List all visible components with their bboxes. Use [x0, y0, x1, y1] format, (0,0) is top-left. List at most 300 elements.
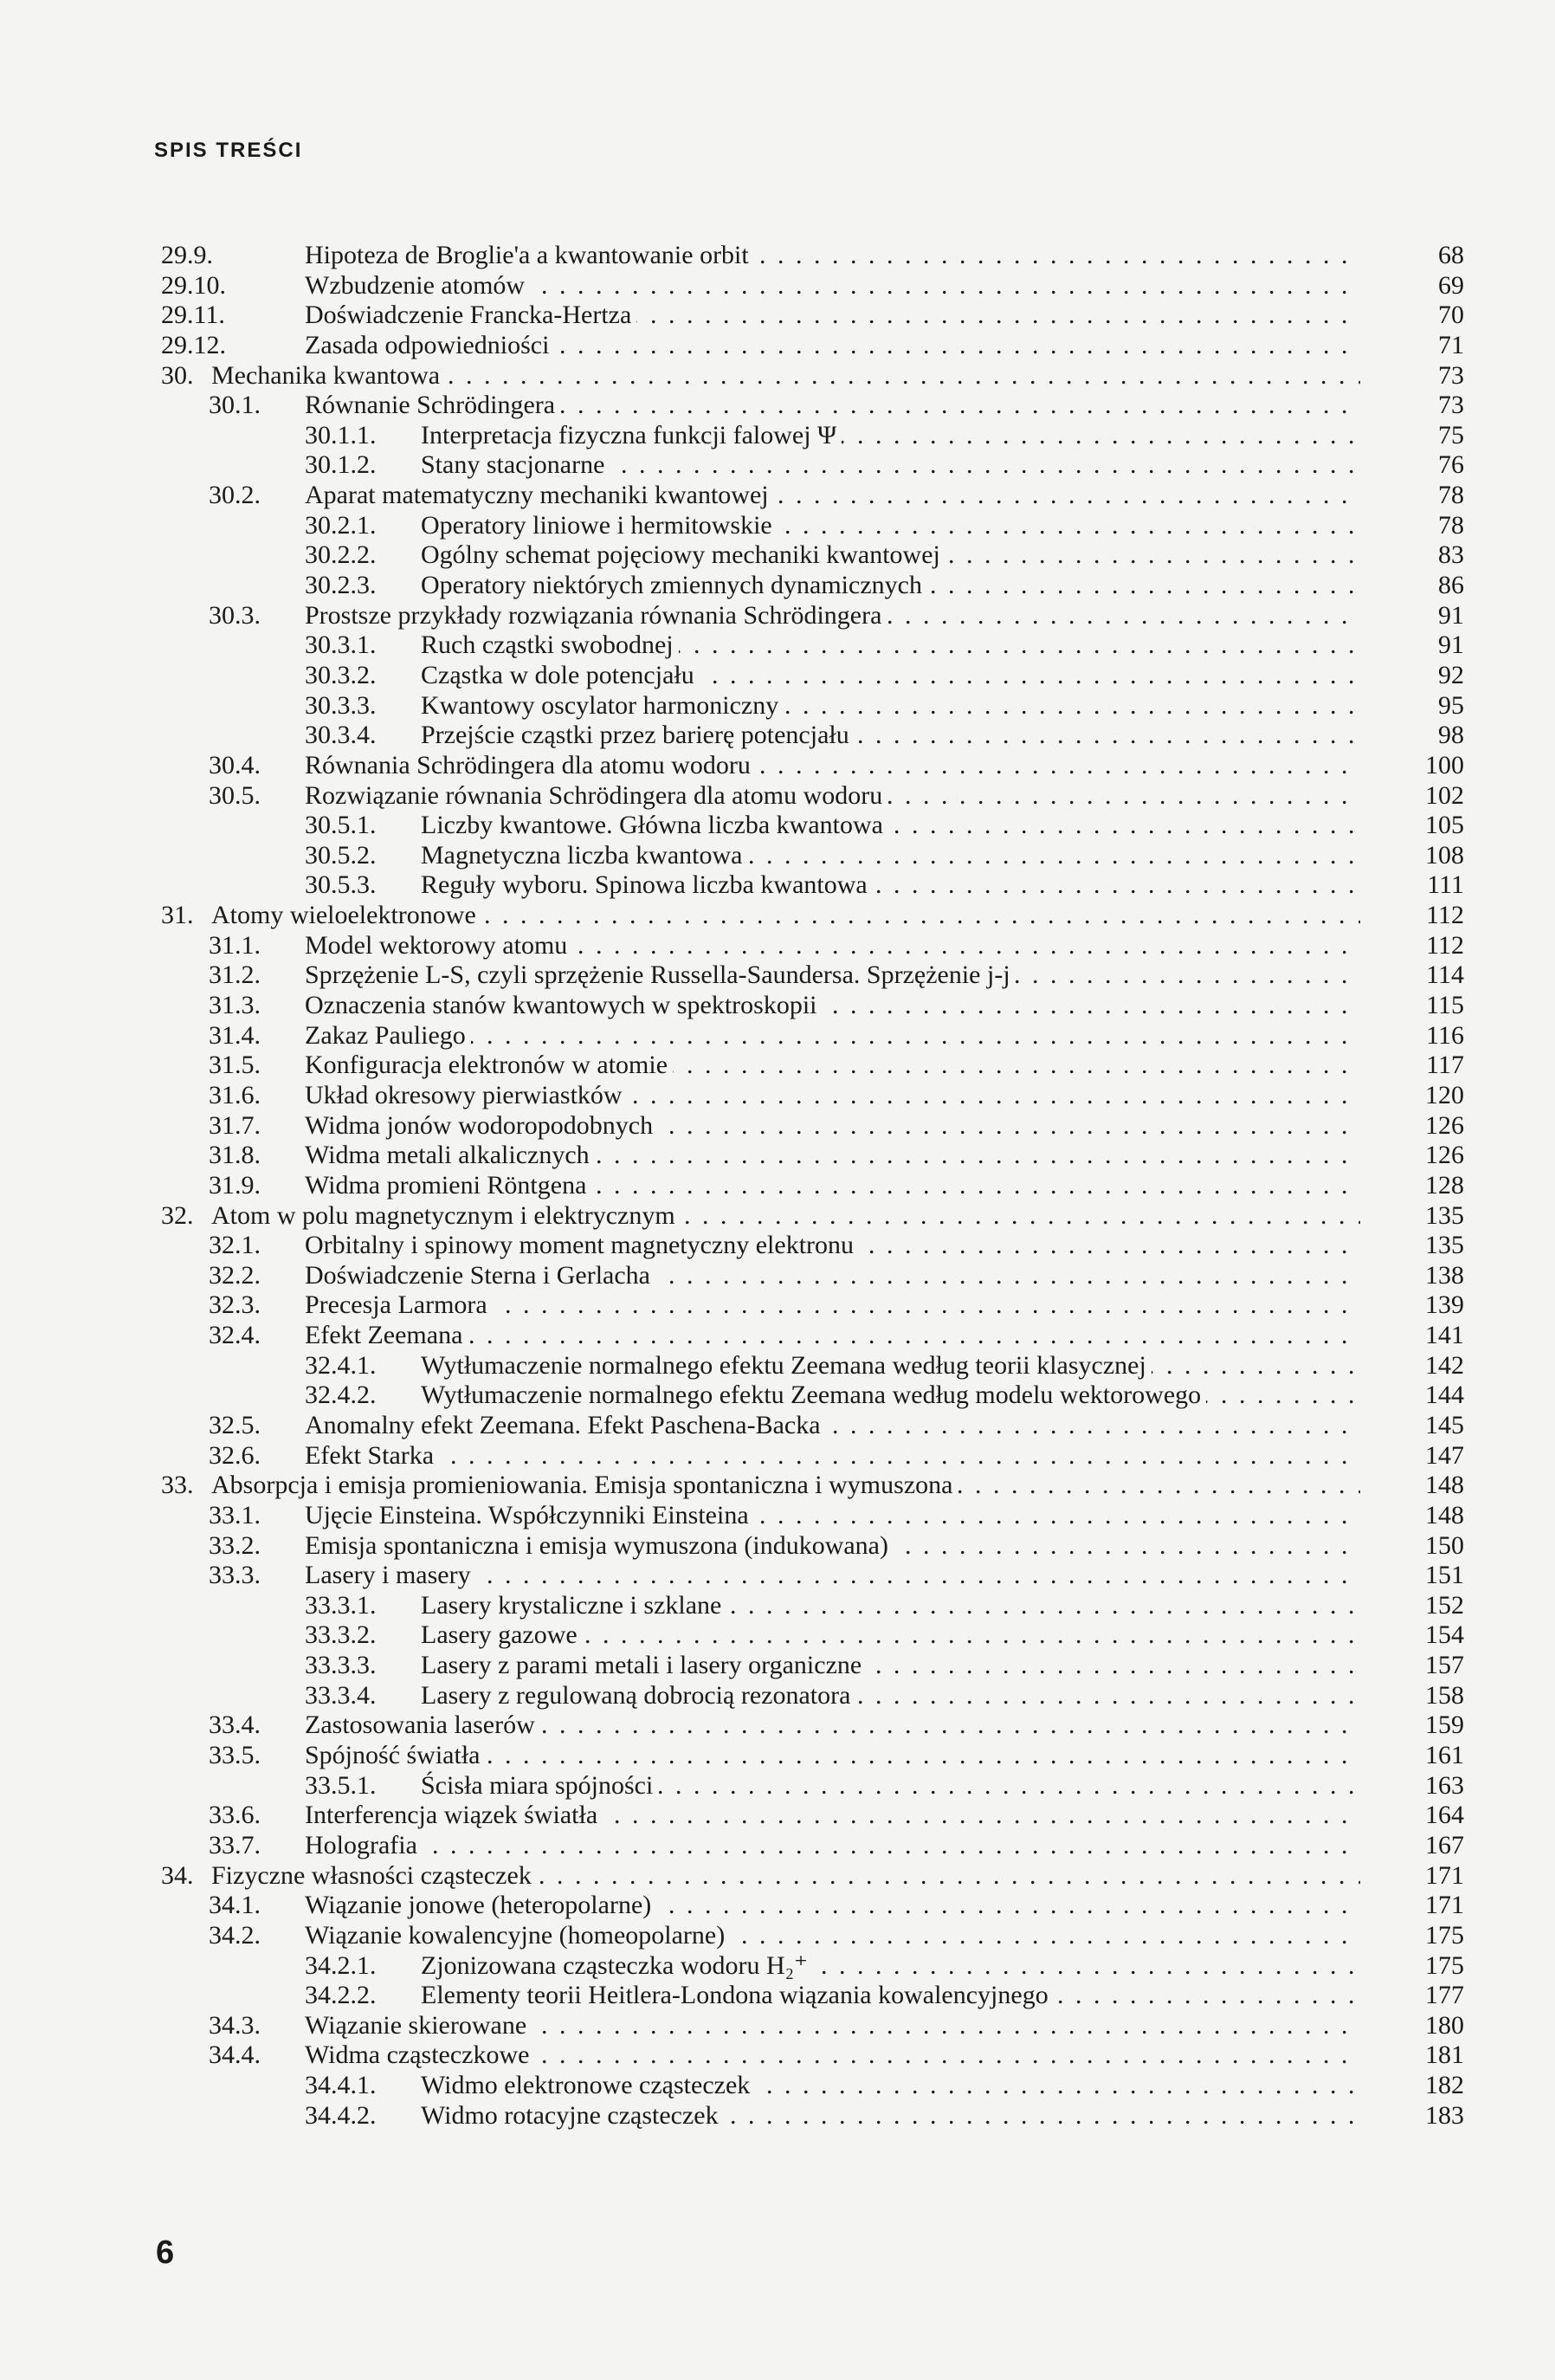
- toc-entry-number: 33.2.: [209, 1530, 261, 1560]
- toc-entry: [161, 901, 1464, 931]
- toc-entry-number: 33.7.: [209, 1830, 261, 1859]
- toc-entry: [161, 1861, 1464, 1892]
- toc-entry: [161, 1681, 1464, 1711]
- toc-entry-title-text: Mechanika kwantowa: [211, 361, 445, 390]
- toc-entry-number: 34.2.2.: [305, 1981, 377, 2010]
- toc-entry-title-text: Wiązanie skierowane: [305, 2011, 532, 2040]
- toc-entry: [161, 1351, 1464, 1381]
- toc-entry-page: 83: [1438, 540, 1464, 570]
- toc-entry: [161, 1591, 1464, 1621]
- toc-entry-title-text: Sprzężenie L-S, czyli sprzężenie Russella-Saundersa. Sprzężenie j-j: [305, 960, 1016, 989]
- toc-entry-page: 183: [1425, 2100, 1464, 2130]
- toc-entry: [161, 1981, 1464, 2011]
- toc-entry-title: [305, 1441, 1360, 1471]
- toc-entry-title-text: Ruch cząstki swobodnej: [421, 631, 679, 659]
- toc-entry-number: 31.3.: [209, 991, 261, 1020]
- toc-entry-number: 30.1.: [209, 391, 261, 420]
- toc-entry-title: [305, 301, 1360, 331]
- toc-entry-page: 86: [1438, 571, 1464, 600]
- toc-entry-title: [305, 1501, 1360, 1531]
- toc-entry-title: [305, 1411, 1360, 1441]
- toc-entry-title: [305, 1741, 1360, 1771]
- toc-entry: [161, 1141, 1464, 1171]
- toc-entry-title-text: Ścisła miara spójności: [421, 1771, 658, 1800]
- toc-entry-number: 30.2.2.: [305, 540, 377, 570]
- toc-entry: [161, 2011, 1464, 2041]
- toc-entry-title-text: Efekt Zeemana: [305, 1321, 468, 1349]
- toc-entry: [161, 1231, 1464, 1261]
- toc-entry-title-text: Doświadczenie Francka-Hertza: [305, 301, 636, 329]
- toc-entry-title: [305, 1711, 1360, 1741]
- toc-entry-page: 139: [1425, 1290, 1464, 1320]
- toc-entry-page: 102: [1425, 780, 1464, 810]
- toc-entry-title: [211, 361, 1360, 391]
- toc-entry-page: 138: [1425, 1260, 1464, 1290]
- toc-entry-number: 31.4.: [209, 1020, 261, 1050]
- toc-entry-number: 30.5.: [209, 780, 261, 810]
- toc-entry-number: 31.8.: [209, 1141, 261, 1170]
- toc-entry-title-text: Doświadczenie Sterna i Gerlacha: [305, 1261, 655, 1290]
- toc-entry-number: 31.: [161, 901, 194, 930]
- toc-entry-number: 30.5.1.: [305, 811, 377, 840]
- toc-entry-title: [305, 1111, 1360, 1141]
- toc-entry-page: 117: [1426, 1051, 1464, 1080]
- toc-entry-page: 163: [1425, 1770, 1464, 1800]
- toc-entry-title: [305, 931, 1360, 961]
- toc-entry-title: [421, 1620, 1360, 1651]
- toc-entry-page: 175: [1425, 1950, 1464, 1980]
- toc-entry-title-text: Interferencja wiązek światła: [305, 1801, 603, 1829]
- toc-entry-page: 112: [1426, 901, 1464, 930]
- toc-entry: [161, 1531, 1464, 1562]
- toc-entry-title-text: Zastosowania laserów: [305, 1711, 540, 1739]
- toc-entry: [161, 361, 1464, 391]
- toc-entry: [161, 2071, 1464, 2101]
- toc-entry-title-text: Wiązanie kowalencyjne (homeopolarne): [305, 1921, 730, 1950]
- toc-entry-title: [305, 1801, 1360, 1831]
- toc-entry-page: 177: [1425, 1981, 1464, 2010]
- toc-entry-number: 29.10.: [161, 270, 226, 300]
- toc-entry-title: [211, 1471, 1360, 1501]
- toc-entry-page: 126: [1425, 1110, 1464, 1140]
- toc-entry-page: 171: [1425, 1860, 1464, 1890]
- toc-entry-title: [421, 2101, 1360, 2131]
- toc-entry: [161, 421, 1464, 451]
- toc-entry-title-text: Elementy teorii Heitlera-Londona wiązania kowalencyjnego: [421, 1981, 1054, 2009]
- toc-entry: [161, 1771, 1464, 1801]
- toc-entry-page: 158: [1425, 1680, 1464, 1710]
- toc-entry-number: 34.4.: [209, 2040, 261, 2070]
- toc-entry-title: [421, 1771, 1360, 1801]
- toc-entry-number: 31.1.: [209, 930, 261, 960]
- toc-entry-page: 171: [1425, 1891, 1464, 1920]
- toc-entry-number: 30.: [161, 360, 194, 390]
- toc-entry-page: 95: [1438, 690, 1464, 720]
- toc-entry: [161, 601, 1464, 631]
- toc-entry-title: [421, 1951, 1360, 1982]
- toc-entry-title-text: Lasery i masery: [305, 1561, 476, 1589]
- toc-entry-title: [305, 781, 1360, 812]
- toc-entry-page: 154: [1425, 1620, 1464, 1650]
- toc-entry-page: 91: [1438, 600, 1464, 630]
- toc-entry-title-text: Aparat matematyczny mechaniki kwantowej: [305, 481, 774, 509]
- toc-entry-title-text: Fizyczne własności cząsteczek: [211, 1861, 537, 1890]
- toc-entry: [161, 1381, 1464, 1411]
- toc-entry-title: [421, 691, 1360, 721]
- toc-entry-title-text: Liczby kwantowe. Główna liczba kwantowa: [421, 811, 888, 839]
- toc-entry-page: 152: [1425, 1590, 1464, 1620]
- toc-entry-title-text: Ujęcie Einsteina. Współczynniki Einsteina: [305, 1501, 754, 1530]
- toc-entry-page: 175: [1425, 1920, 1464, 1950]
- toc-entry-page: 150: [1425, 1530, 1464, 1560]
- toc-entry: [161, 1441, 1464, 1471]
- toc-entry-title: [305, 601, 1360, 631]
- toc-entry-number: 32.4.: [209, 1321, 261, 1350]
- toc-entry-number: 34.2.: [209, 1920, 261, 1950]
- toc-entry: [161, 1471, 1464, 1501]
- toc-entry-title: [305, 2011, 1360, 2041]
- toc-entry: [161, 511, 1464, 541]
- toc-entry-title-text: Lasery krystaliczne i szklane: [421, 1591, 726, 1620]
- toc-entry-title: [421, 2071, 1360, 2101]
- toc-entry-title: [421, 661, 1360, 691]
- toc-entry-number: 33.4.: [209, 1711, 261, 1740]
- toc-entry-number: 33.5.: [209, 1741, 261, 1770]
- toc-entry-number: 30.3.4.: [305, 721, 377, 750]
- toc-entry: [161, 450, 1464, 481]
- toc-entry-title-text: Wiązanie jonowe (heteropolarne): [305, 1891, 656, 1919]
- toc-entry: [161, 331, 1464, 361]
- toc-entry-title-text: Konfiguracja elektronów w atomie: [305, 1051, 673, 1079]
- toc-entry-title: [305, 2040, 1360, 2071]
- table-of-contents: [161, 241, 1464, 2131]
- toc-entry-title-text: Spójność światła: [305, 1741, 486, 1769]
- toc-entry-title-text: Reguły wyboru. Spinowa liczba kwantowa: [421, 870, 873, 899]
- toc-entry-number: 30.4.: [209, 750, 261, 779]
- toc-entry-title-text: Widma jonów wodoropodobnych: [305, 1111, 658, 1140]
- toc-entry-page: 164: [1425, 1801, 1464, 1830]
- page-number: 6: [156, 2234, 175, 2271]
- toc-entry-title-text: Interpretacja fizyczna funkcji falowej Ψ: [421, 421, 842, 449]
- toc-entry: [161, 1501, 1464, 1531]
- toc-entry: [161, 271, 1464, 301]
- toc-entry-page: 73: [1438, 360, 1464, 390]
- toc-entry: [161, 571, 1464, 601]
- toc-entry-title-text: Holografia: [305, 1831, 423, 1859]
- toc-entry-title: [421, 1651, 1360, 1681]
- toc-entry-title: [305, 1831, 1360, 1861]
- toc-entry-title-text: Model wektorowy atomu: [305, 931, 572, 960]
- toc-entry-title: [305, 1561, 1360, 1591]
- toc-entry: [161, 1261, 1464, 1291]
- toc-entry: [161, 781, 1464, 812]
- toc-entry: [161, 1921, 1464, 1951]
- toc-entry-title-text: Kwantowy oscylator harmoniczny: [421, 691, 784, 720]
- toc-entry-page: 115: [1426, 991, 1464, 1020]
- toc-entry-title: [421, 811, 1360, 841]
- toc-entry-page: 180: [1425, 2010, 1464, 2040]
- toc-entry-title-text: Wzbudzenie atomów: [305, 271, 530, 300]
- toc-entry-number: 32.: [161, 1200, 194, 1230]
- toc-entry-page: 105: [1425, 811, 1464, 840]
- toc-entry-page: 71: [1438, 330, 1464, 359]
- toc-entry-title: [305, 331, 1360, 361]
- toc-entry-title: [211, 1201, 1360, 1232]
- toc-entry-number: 34.4.2.: [305, 2100, 377, 2130]
- toc-entry: [161, 811, 1464, 841]
- toc-entry-page: 144: [1425, 1381, 1464, 1410]
- toc-entry: [161, 1801, 1464, 1831]
- toc-entry-title: [305, 1290, 1360, 1321]
- toc-entry-page: 75: [1438, 420, 1464, 449]
- toc-entry-page: 91: [1438, 631, 1464, 660]
- toc-entry: [161, 1711, 1464, 1741]
- toc-entry-page: 135: [1425, 1231, 1464, 1260]
- toc-entry-number: 32.4.1.: [305, 1350, 377, 1380]
- toc-entry-number: 30.1.2.: [305, 450, 377, 480]
- toc-entry: [161, 721, 1464, 751]
- toc-entry: [161, 751, 1464, 781]
- toc-entry-page: 135: [1425, 1200, 1464, 1230]
- toc-entry-title-text: Wytłumaczenie normalnego efektu Zeemana według teorii klasycznej: [421, 1351, 1152, 1380]
- toc-entry-page: 68: [1438, 241, 1464, 269]
- toc-entry-page: 151: [1425, 1561, 1464, 1590]
- toc-entry-title: [211, 901, 1360, 931]
- toc-entry-title-text: Stany stacjonarne: [421, 450, 610, 479]
- toc-entry-number: 29.9.: [161, 241, 213, 269]
- toc-entry-page: 181: [1425, 2040, 1464, 2070]
- toc-entry: [161, 661, 1464, 691]
- toc-entry-page: 157: [1425, 1651, 1464, 1680]
- toc-entry-title: [305, 1921, 1360, 1951]
- running-header: SPIS TREŚCI: [154, 139, 303, 162]
- toc-entry-title-text: Przejście cząstki przez barierę potencjału: [421, 721, 855, 749]
- toc-entry-number: 31.2.: [209, 960, 261, 990]
- toc-entry: [161, 481, 1464, 511]
- toc-entry: [161, 1081, 1464, 1111]
- toc-entry-title-text: Atom w polu magnetycznym i elektrycznym: [211, 1201, 681, 1230]
- toc-entry-number: 30.3.: [209, 600, 261, 630]
- toc-entry: [161, 301, 1464, 331]
- toc-entry-title-text: Zasada odpowiedniości: [305, 331, 554, 359]
- toc-entry-title-text: Lasery z parami metali i lasery organiczne: [421, 1651, 867, 1679]
- toc-entry-page: 78: [1438, 510, 1464, 540]
- toc-entry-page: 141: [1425, 1321, 1464, 1350]
- toc-entry-title-text: Emisja spontaniczna i emisja wymuszona (indukowana): [305, 1531, 894, 1560]
- toc-entry-number: 33.3.2.: [305, 1620, 377, 1650]
- toc-entry: [161, 1561, 1464, 1591]
- toc-entry-title-text: Widma metali alkalicznych: [305, 1141, 595, 1169]
- toc-entry-title-text: Układ okresowy pierwiastków: [305, 1081, 628, 1109]
- toc-entry-number: 32.6.: [209, 1440, 261, 1470]
- toc-entry-page: 98: [1438, 721, 1464, 750]
- toc-entry-number: 30.3.1.: [305, 631, 377, 660]
- toc-entry-title-text: Absorpcja i emisja promieniowania. Emisja spontaniczna i wymuszona: [211, 1471, 958, 1499]
- toc-entry-title: [305, 751, 1360, 781]
- toc-entry-page: 76: [1438, 450, 1464, 480]
- toc-entry-number: 32.5.: [209, 1410, 261, 1439]
- toc-entry-title-text: Lasery z regulowaną dobrocią rezonatora: [421, 1681, 855, 1710]
- toc-entry-number: 33.1.: [209, 1500, 261, 1530]
- toc-entry-title: [305, 1051, 1360, 1081]
- toc-entry-title: [305, 391, 1360, 421]
- toc-entry: [161, 2101, 1464, 2131]
- toc-entry-title: [305, 1321, 1360, 1351]
- toc-entry-title-text: Widma cząsteczkowe: [305, 2040, 534, 2069]
- toc-entry-title-text: Operatory liniowe i hermitowskie: [421, 511, 778, 540]
- toc-entry-page: 73: [1438, 391, 1464, 420]
- toc-entry-number: 32.4.2.: [305, 1381, 377, 1410]
- toc-entry-title: [305, 241, 1360, 271]
- toc-entry-number: 30.1.1.: [305, 420, 377, 449]
- toc-entry: [161, 1201, 1464, 1232]
- toc-entry: [161, 2040, 1464, 2071]
- toc-entry-title: [305, 481, 1360, 511]
- toc-entry-page: 159: [1425, 1711, 1464, 1740]
- toc-entry: [161, 1951, 1464, 1982]
- toc-entry-title-text: Atomy wieloelektronowe: [211, 901, 481, 929]
- toc-entry-number: 33.: [161, 1471, 194, 1500]
- toc-entry: [161, 960, 1464, 991]
- toc-entry-number: 32.3.: [209, 1290, 261, 1320]
- toc-entry-title-text: Cząstka w dole potencjału: [421, 661, 700, 689]
- toc-entry: [161, 1651, 1464, 1681]
- toc-entry-title-text: Wytłumaczenie normalnego efektu Zeemana według modelu wektorowego: [421, 1381, 1206, 1409]
- toc-entry-title: [421, 721, 1360, 751]
- toc-entry-number: 29.11.: [161, 301, 225, 330]
- toc-entry-number: 31.6.: [209, 1080, 261, 1109]
- toc-entry-number: 30.5.2.: [305, 840, 377, 870]
- toc-entry-number: 33.6.: [209, 1801, 261, 1830]
- toc-entry-page: 100: [1425, 750, 1464, 779]
- toc-entry-number: 32.1.: [209, 1231, 261, 1260]
- toc-entry-number: 33.5.1.: [305, 1770, 377, 1800]
- toc-entry: [161, 870, 1464, 901]
- toc-entry-page: 167: [1425, 1830, 1464, 1859]
- toc-entry: [161, 691, 1464, 721]
- toc-entry-title-text: Widma promieni Röntgena: [305, 1171, 591, 1200]
- toc-entry-number: 30.2.: [209, 481, 261, 510]
- toc-entry-title-text: Orbitalny i spinowy moment magnetyczny elektronu: [305, 1231, 859, 1259]
- toc-entry: [161, 991, 1464, 1021]
- toc-entry-title: [305, 1531, 1360, 1562]
- toc-entry-title-text: Oznaczenia stanów kwantowych w spektroskopii: [305, 991, 823, 1019]
- toc-entry-number: 34.4.1.: [305, 2071, 377, 2100]
- toc-entry-page: 128: [1425, 1170, 1464, 1200]
- toc-entry: [161, 1290, 1464, 1321]
- toc-entry-number: 29.12.: [161, 330, 226, 359]
- toc-entry-page: 112: [1426, 930, 1464, 960]
- toc-entry-title: [421, 1981, 1360, 2011]
- toc-entry-title: [421, 841, 1360, 871]
- toc-entry-number: 34.2.1.: [305, 1950, 377, 1980]
- toc-entry: [161, 1411, 1464, 1441]
- toc-entry-title: [305, 271, 1360, 301]
- toc-entry-title-text: Precesja Larmora: [305, 1290, 493, 1319]
- toc-entry-title-text: Rozwiązanie równania Schrödingera dla atomu wodoru: [305, 781, 887, 810]
- toc-entry-title: [421, 1681, 1360, 1711]
- toc-entry-title: [305, 1081, 1360, 1111]
- toc-entry-page: 148: [1425, 1500, 1464, 1530]
- toc-entry: [161, 1021, 1464, 1051]
- toc-entry: [161, 540, 1464, 571]
- toc-entry-title: [421, 1591, 1360, 1621]
- toc-entry-title-text: Zjonizowana cząsteczka wodoru H₂⁺: [421, 1951, 813, 1980]
- toc-entry-number: 31.9.: [209, 1170, 261, 1200]
- toc-entry-title: [421, 870, 1360, 901]
- toc-entry-title-text: Hipoteza de Broglie'a a kwantowanie orbit: [305, 241, 754, 269]
- toc-entry-number: 30.2.1.: [305, 510, 377, 540]
- toc-entry-number: 30.3.2.: [305, 660, 377, 689]
- toc-entry-title-text: Anomalny efekt Zeemana. Efekt Paschena-Backa: [305, 1411, 826, 1439]
- toc-entry: [161, 1741, 1464, 1771]
- toc-entry-page: 147: [1425, 1440, 1464, 1470]
- toc-entry: [161, 1171, 1464, 1201]
- toc-entry-page: 120: [1425, 1080, 1464, 1109]
- toc-entry: [161, 391, 1464, 421]
- toc-entry-title: [305, 1231, 1360, 1261]
- toc-entry: [161, 1321, 1464, 1351]
- toc-entry-page: 161: [1425, 1741, 1464, 1770]
- toc-entry-title: [421, 1381, 1360, 1411]
- toc-entry-title-text: Lasery gazowe: [421, 1620, 583, 1649]
- toc-entry-title-text: Efekt Starka: [305, 1441, 439, 1470]
- toc-entry-number: 33.3.: [209, 1561, 261, 1590]
- toc-entry-title: [421, 571, 1360, 601]
- toc-entry-title: [305, 1891, 1360, 1921]
- toc-entry-page: 111: [1427, 870, 1464, 900]
- toc-entry-title-text: Operatory niektórych zmiennych dynamicznych: [421, 571, 927, 599]
- toc-entry-number: 30.2.3.: [305, 571, 377, 600]
- toc-entry-title: [421, 450, 1360, 481]
- toc-entry-number: 31.5.: [209, 1051, 261, 1080]
- toc-entry: [161, 931, 1464, 961]
- toc-entry-title: [305, 1171, 1360, 1201]
- toc-entry-title: [211, 1861, 1360, 1892]
- toc-entry-title: [305, 1141, 1360, 1171]
- toc-entry: [161, 1620, 1464, 1651]
- toc-entry-page: 126: [1425, 1141, 1464, 1170]
- toc-entry-title-text: Widmo rotacyjne cząsteczek: [421, 2101, 724, 2130]
- toc-entry: [161, 1891, 1464, 1921]
- toc-entry: [161, 841, 1464, 871]
- toc-entry-title: [305, 960, 1360, 991]
- toc-entry-title-text: Równanie Schrödingera: [305, 391, 560, 419]
- toc-entry-title-text: Równania Schrödingera dla atomu wodoru: [305, 751, 756, 779]
- toc-entry-title: [421, 421, 1360, 451]
- toc-entry-title: [421, 540, 1360, 571]
- toc-entry: [161, 241, 1464, 271]
- toc-entry-title-text: Magnetyczna liczba kwantowa: [421, 841, 748, 870]
- toc-entry-title-text: Widmo elektronowe cząsteczek: [421, 2071, 755, 2099]
- toc-entry-title: [421, 511, 1360, 541]
- toc-entry-page: 70: [1438, 301, 1464, 330]
- toc-entry-page: 148: [1425, 1471, 1464, 1500]
- toc-entry-number: 30.5.3.: [305, 870, 377, 900]
- toc-entry-title-text: Ogólny schemat pojęciowy mechaniki kwantowej: [421, 540, 945, 569]
- toc-entry-page: 78: [1438, 481, 1464, 510]
- toc-entry-page: 92: [1438, 660, 1464, 689]
- toc-entry-page: 182: [1425, 2071, 1464, 2100]
- toc-entry-number: 33.3.4.: [305, 1680, 377, 1710]
- toc-entry: [161, 1051, 1464, 1081]
- toc-entry-number: 34.: [161, 1860, 194, 1890]
- toc-entry-number: 32.2.: [209, 1260, 261, 1290]
- toc-entry-title: [305, 991, 1360, 1021]
- toc-entry-page: 69: [1438, 270, 1464, 300]
- toc-entry-title-text: Zakaz Pauliego: [305, 1021, 471, 1050]
- toc-entry-title: [421, 1351, 1360, 1381]
